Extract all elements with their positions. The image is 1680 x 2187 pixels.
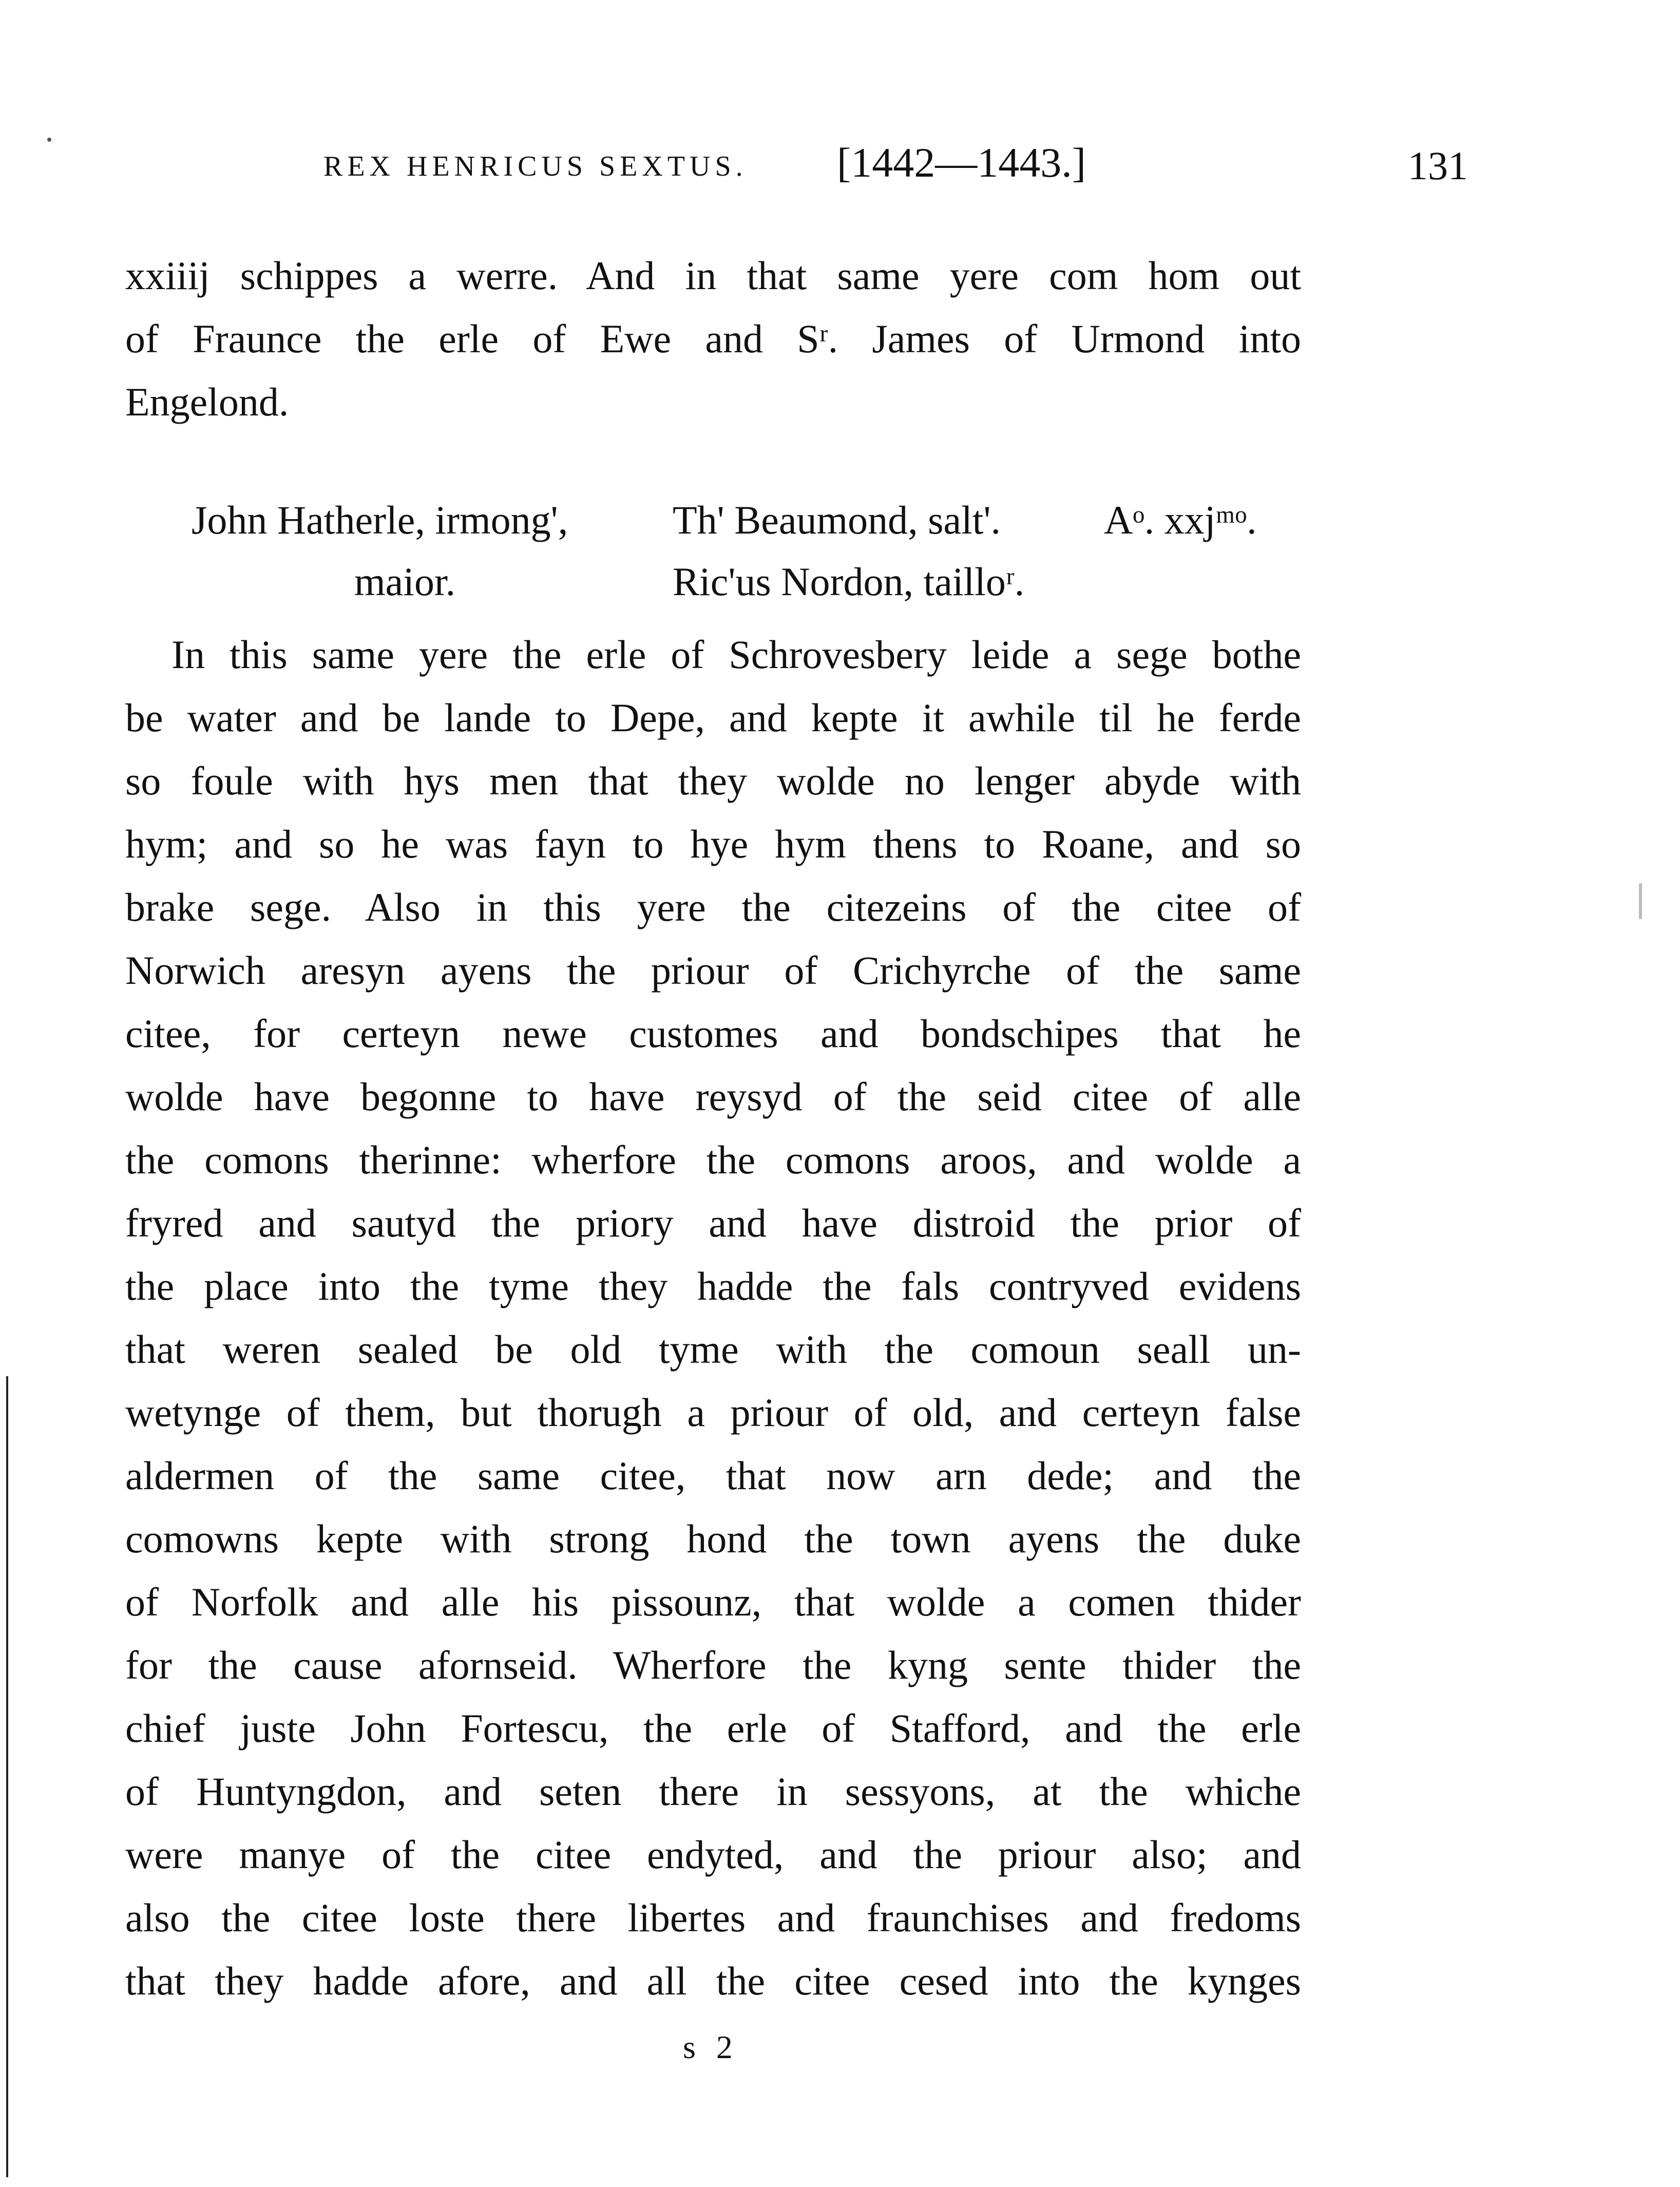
mayor-name: John Hatherle, irmong',	[192, 498, 568, 542]
opening-paragraph	[125, 244, 1301, 433]
scan-edge-shadow	[6, 1376, 8, 2177]
text-line: chief juste John Fortescu, the erle of Stafford, and the erle	[125, 1706, 1301, 1751]
text-line: also the citee loste there libertes and fraunchises and fredoms	[125, 1895, 1301, 1940]
text-line: Engelond.	[125, 379, 289, 424]
signature-mark: s 2	[683, 2029, 739, 2065]
text-line: comowns kepte with strong hond the town ayens the duke	[125, 1516, 1301, 1561]
text-line: Norwich aresyn ayens the priour of Crichyrche of the same	[125, 948, 1301, 993]
mayor-title: maior.	[354, 559, 456, 604]
text-line: that they hadde afore, and all the citee cesed into the kynges	[125, 1958, 1301, 2003]
text-line: In this same yere the erle of Schrovesbery leide a sege bothe	[171, 632, 1301, 677]
text-line: for the cause afornseid. Wherfore the kyng sente thider the	[125, 1643, 1301, 1687]
main-paragraph	[125, 623, 1301, 2012]
running-title: REX HENRICUS SEXTUS.	[323, 150, 748, 182]
text-line: the comons therinne: wherfore the comons aroos, and wolde a	[125, 1137, 1301, 1182]
text-line: fryred and sautyd the priory and have distroid the prior of	[125, 1201, 1301, 1245]
text-line: were manye of the citee endyted, and the priour also; and	[125, 1832, 1301, 1877]
text-line: wolde have begonne to have reysyd of the seid citee of alle	[125, 1074, 1301, 1119]
sheriff-first: Th' Beaumond, salt'.	[673, 498, 1001, 542]
text-line: xxiiij schippes a werre. And in that same yere com hom out	[125, 253, 1301, 298]
text-line: the place into the tyme they hadde the fals contryved evidens	[125, 1264, 1301, 1308]
text-line: citee, for certeyn newe customes and bondschipes that he	[125, 1011, 1301, 1056]
text-line: so foule with hys men that they wolde no lenger abyde with	[125, 758, 1301, 803]
text-line: brake sege. Also in this yere the citezeins of the citee of	[125, 885, 1301, 929]
text-line: hym; and so he was fayn to hye hym thens to Roane, and so	[125, 822, 1301, 866]
text-line: that weren sealed be old tyme with the comoun seall un-	[125, 1327, 1301, 1372]
text-line: be water and be lande to Depe, and kepte it awhile til he ferde	[125, 695, 1301, 740]
text-line: of Huntyngdon, and seten there in sessyons, at the whiche	[125, 1769, 1301, 1814]
civic-officers-heading	[0, 497, 1680, 625]
text-line: wetynge of them, but thorugh a priour of old, and certeyn false	[125, 1390, 1301, 1435]
page-number: 131	[1408, 143, 1468, 188]
text-line: of Norfolk and alle his pissounz, that wolde a comen thider	[125, 1580, 1301, 1624]
running-head	[0, 139, 1680, 195]
text-line: aldermen of the same citee, that now arn dede; and the	[125, 1453, 1301, 1498]
running-dates: [1442—1443.]	[837, 139, 1086, 186]
text-line: of Fraunce the erle of Ewe and Sʳ. James of Urmond into	[125, 316, 1301, 361]
scan-speck	[1639, 883, 1642, 919]
regnal-year: Aᵒ. xxjᵐᵒ.	[1104, 498, 1257, 542]
sheriff-second: Ric'us Nordon, tailloʳ.	[673, 559, 1025, 604]
